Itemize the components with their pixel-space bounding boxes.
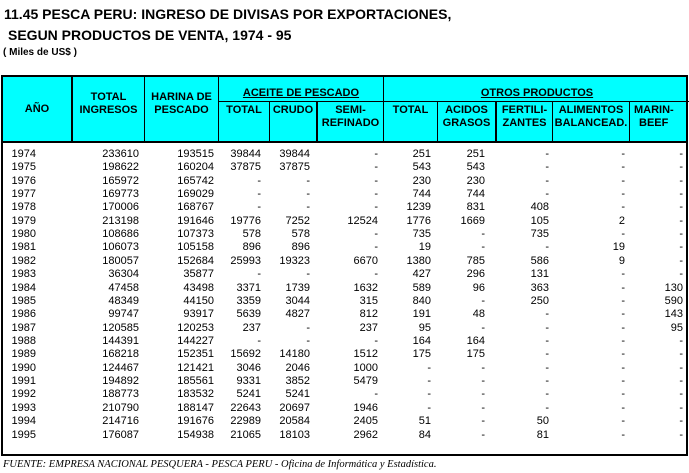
cell-anio: 1976 <box>11 174 36 187</box>
group-divider <box>218 101 689 102</box>
cell-aceite-semirefinado: 1000 <box>353 361 378 374</box>
cell-aceite-total: 25993 <box>230 254 261 267</box>
cell-aceite-total: 9331 <box>236 374 261 387</box>
cell-anio: 1981 <box>11 241 36 254</box>
cell-aceite-crudo: 3044 <box>285 294 310 307</box>
cell-alimentos-balanceados: 9 <box>618 254 625 267</box>
cell-aceite-semirefinado: - <box>374 188 378 201</box>
cell-marin-beef: - <box>679 188 683 201</box>
cell-fertilizantes: 363 <box>530 281 549 294</box>
cell-aceite-semirefinado: 1946 <box>353 401 378 414</box>
cell-harina-pescado: 193515 <box>177 148 214 160</box>
cell-anio: 1980 <box>11 228 36 241</box>
cell-aceite-crudo: 7252 <box>285 214 310 227</box>
cell-aceite-crudo: 896 <box>291 241 310 254</box>
table-row <box>3 348 686 361</box>
cell-aceite-total: 21065 <box>230 429 261 442</box>
cell-acidos-grasos: 175 <box>466 348 485 361</box>
cell-aceite-total: 37875 <box>230 161 261 174</box>
table-row <box>3 201 686 214</box>
header-aceite-crudo: CRUDO <box>272 104 314 116</box>
cell-fertilizantes: 105 <box>530 214 549 227</box>
table-row <box>3 268 686 281</box>
cell-alimentos-balanceados: - <box>621 201 625 214</box>
cell-marin-beef: 95 <box>670 321 683 334</box>
table-row <box>3 228 686 241</box>
cell-acidos-grasos: 164 <box>466 334 485 347</box>
cell-anio: 1977 <box>11 188 36 201</box>
cell-aceite-crudo: 39844 <box>279 148 310 160</box>
cell-aceite-total: 5241 <box>236 388 261 401</box>
cell-fertilizantes: - <box>545 361 549 374</box>
cell-alimentos-balanceados: - <box>621 268 625 281</box>
cell-total-ingresos: 233610 <box>102 148 139 160</box>
cell-anio: 1989 <box>11 348 36 361</box>
cell-aceite-crudo: 20584 <box>279 415 310 427</box>
cell-otros-total: 589 <box>412 281 431 294</box>
cell-aceite-crudo: 19323 <box>279 254 310 267</box>
cell-otros-total: 744 <box>412 188 431 201</box>
cell-marin-beef: - <box>679 201 683 214</box>
cell-anio: 1983 <box>11 268 36 281</box>
cell-total-ingresos: 170006 <box>102 201 139 214</box>
cell-aceite-total: 896 <box>242 241 261 254</box>
cell-fertilizantes: - <box>545 348 549 361</box>
cell-total-ingresos: 214716 <box>102 415 139 427</box>
cell-total-ingresos: 124467 <box>102 361 139 374</box>
cell-total-ingresos: 120585 <box>102 321 139 334</box>
cell-otros-total: 51 <box>418 415 431 427</box>
cell-marin-beef: - <box>679 388 683 401</box>
cell-marin-beef: 130 <box>664 281 683 294</box>
cell-total-ingresos: 99747 <box>108 308 139 321</box>
cell-harina-pescado: 43498 <box>183 281 214 294</box>
cell-otros-total: 251 <box>412 148 431 160</box>
cell-anio: 1995 <box>11 429 36 442</box>
cell-otros-total: 1380 <box>406 254 431 267</box>
cell-aceite-crudo: 37875 <box>279 161 310 174</box>
cell-anio: 1992 <box>11 388 36 401</box>
cell-otros-total: 95 <box>418 321 431 334</box>
cell-aceite-semirefinado: 237 <box>359 321 378 334</box>
cell-aceite-crudo: 14180 <box>279 348 310 361</box>
cell-alimentos-balanceados: - <box>621 361 625 374</box>
header-total-ingresos: TOTAL INGRESOS <box>79 91 138 116</box>
cell-fertilizantes: 81 <box>536 429 549 442</box>
cell-aceite-semirefinado: - <box>374 174 378 187</box>
cell-marin-beef: - <box>679 214 683 227</box>
cell-acidos-grasos: - <box>481 429 485 442</box>
cell-alimentos-balanceados: - <box>621 348 625 361</box>
cell-acidos-grasos: - <box>481 321 485 334</box>
cell-otros-total: 1239 <box>406 201 431 214</box>
cell-aceite-crudo: 3852 <box>285 374 310 387</box>
cell-acidos-grasos: 230 <box>466 174 485 187</box>
cell-fertilizantes: - <box>545 374 549 387</box>
cell-otros-total: 230 <box>412 174 431 187</box>
cell-aceite-crudo: - <box>306 334 310 347</box>
cell-alimentos-balanceados: - <box>621 321 625 334</box>
cell-marin-beef: - <box>679 254 683 267</box>
cell-acidos-grasos: - <box>481 388 485 401</box>
cell-anio: 1990 <box>11 361 36 374</box>
cell-aceite-total: 39844 <box>230 148 261 160</box>
cell-aceite-crudo: - <box>306 188 310 201</box>
cell-aceite-total: 3371 <box>236 281 261 294</box>
cell-aceite-semirefinado: - <box>374 161 378 174</box>
cell-fertilizantes: - <box>545 174 549 187</box>
header-aceite-semirefinado: SEMI- REFINADO <box>321 104 380 129</box>
cell-otros-total: 840 <box>412 294 431 307</box>
cell-anio: 1975 <box>11 161 36 174</box>
cell-harina-pescado: 191676 <box>177 415 214 427</box>
cell-total-ingresos: 176087 <box>102 429 139 442</box>
cell-aceite-total: - <box>257 334 261 347</box>
cell-anio: 1991 <box>11 374 36 387</box>
cell-aceite-total: 237 <box>242 321 261 334</box>
cell-marin-beef: - <box>679 268 683 281</box>
cell-marin-beef: 143 <box>664 308 683 321</box>
cell-aceite-semirefinado: 2405 <box>353 415 378 427</box>
cell-acidos-grasos: - <box>481 415 485 427</box>
cell-total-ingresos: 165972 <box>102 174 139 187</box>
cell-harina-pescado: 152684 <box>177 254 214 267</box>
cell-harina-pescado: 120253 <box>177 321 214 334</box>
cell-alimentos-balanceados: - <box>621 281 625 294</box>
cell-anio: 1988 <box>11 334 36 347</box>
cell-anio: 1993 <box>11 401 36 414</box>
cell-marin-beef: - <box>679 374 683 387</box>
table-row <box>3 215 686 228</box>
cell-alimentos-balanceados: - <box>621 228 625 241</box>
cell-aceite-semirefinado: - <box>374 201 378 214</box>
header-alimentos-balanceados: ALIMENTOS BALANCEAD. <box>554 104 628 129</box>
cell-harina-pescado: 121421 <box>177 361 214 374</box>
cell-acidos-grasos: - <box>481 401 485 414</box>
table-subtitle: SEGUN PRODUCTOS DE VENTA, 1974 - 95 <box>8 27 292 43</box>
cell-acidos-grasos: 1669 <box>460 214 485 227</box>
cell-fertilizantes: - <box>545 334 549 347</box>
cell-acidos-grasos: 543 <box>466 161 485 174</box>
cell-aceite-total: 19776 <box>230 214 261 227</box>
cell-harina-pescado: 188147 <box>177 401 214 414</box>
cell-otros-total: - <box>427 374 431 387</box>
cell-aceite-total: 22643 <box>230 401 261 414</box>
cell-alimentos-balanceados: - <box>621 374 625 387</box>
table-row <box>3 388 686 401</box>
cell-anio: 1979 <box>11 214 36 227</box>
table-row <box>3 295 686 308</box>
cell-aceite-crudo: 1739 <box>285 281 310 294</box>
cell-alimentos-balanceados: - <box>621 188 625 201</box>
cell-fertilizantes: - <box>545 188 549 201</box>
cell-aceite-total: 5639 <box>236 308 261 321</box>
cell-alimentos-balanceados: - <box>621 388 625 401</box>
table-row <box>3 335 686 348</box>
cell-acidos-grasos: 744 <box>466 188 485 201</box>
cell-harina-pescado: 93917 <box>183 308 214 321</box>
cell-harina-pescado: 169029 <box>177 188 214 201</box>
cell-fertilizantes: - <box>545 148 549 160</box>
cell-acidos-grasos: - <box>481 294 485 307</box>
cell-otros-total: 543 <box>412 161 431 174</box>
cell-harina-pescado: 152351 <box>177 348 214 361</box>
cell-total-ingresos: 108686 <box>102 228 139 241</box>
cell-marin-beef: - <box>679 228 683 241</box>
cell-otros-total: - <box>427 361 431 374</box>
table-row <box>3 175 686 188</box>
cell-total-ingresos: 47458 <box>108 281 139 294</box>
cell-fertilizantes: 735 <box>530 228 549 241</box>
cell-alimentos-balanceados: - <box>621 308 625 321</box>
cell-acidos-grasos: - <box>481 241 485 254</box>
cell-anio: 1985 <box>11 294 36 307</box>
cell-aceite-total: 3046 <box>236 361 261 374</box>
cell-acidos-grasos: - <box>481 361 485 374</box>
cell-total-ingresos: 168218 <box>102 348 139 361</box>
cell-acidos-grasos: - <box>481 374 485 387</box>
cell-marin-beef: - <box>679 161 683 174</box>
cell-harina-pescado: 144227 <box>177 334 214 347</box>
cell-aceite-crudo: 4827 <box>285 308 310 321</box>
cell-aceite-semirefinado: - <box>374 334 378 347</box>
cell-fertilizantes: - <box>545 308 549 321</box>
cell-total-ingresos: 144391 <box>102 334 139 347</box>
header-fertilizantes: FERTILI- ZANTES <box>501 104 548 129</box>
cell-alimentos-balanceados: 19 <box>612 241 625 254</box>
cell-alimentos-balanceados: 2 <box>618 214 625 227</box>
cell-aceite-total: - <box>257 174 261 187</box>
cell-harina-pescado: 107373 <box>177 228 214 241</box>
cell-aceite-semirefinado: 2962 <box>353 429 378 442</box>
cell-aceite-total: 3359 <box>236 294 261 307</box>
cell-aceite-total: 15692 <box>230 348 261 361</box>
cell-total-ingresos: 213198 <box>102 214 139 227</box>
table-row <box>3 362 686 375</box>
cell-alimentos-balanceados: - <box>621 334 625 347</box>
cell-harina-pescado: 154938 <box>177 429 214 442</box>
cell-aceite-semirefinado: 6670 <box>353 254 378 267</box>
cell-harina-pescado: 160204 <box>177 161 214 174</box>
cell-total-ingresos: 194892 <box>102 374 139 387</box>
cell-total-ingresos: 180057 <box>102 254 139 267</box>
cell-harina-pescado: 105158 <box>177 241 214 254</box>
table-row <box>3 241 686 254</box>
cell-anio: 1986 <box>11 308 36 321</box>
table-row <box>3 282 686 295</box>
cell-total-ingresos: 169773 <box>102 188 139 201</box>
header-aceite-group: ACEITE DE PESCADO <box>242 87 360 99</box>
cell-aceite-semirefinado: 1632 <box>353 281 378 294</box>
cell-aceite-semirefinado: - <box>374 268 378 281</box>
cell-harina-pescado: 165742 <box>177 174 214 187</box>
table-row <box>3 308 686 321</box>
table-row <box>3 415 686 428</box>
table-title: 11.45 PESCA PERU: INGRESO DE DIVISAS POR EXPORTACIONES, <box>4 6 452 22</box>
table-row <box>3 255 686 268</box>
header-marin-beef: MARIN- BEEF <box>634 104 674 129</box>
cell-fertilizantes: 50 <box>536 415 549 427</box>
cell-marin-beef: - <box>679 148 683 160</box>
cell-aceite-total: 22989 <box>230 415 261 427</box>
cell-marin-beef: - <box>679 174 683 187</box>
cell-aceite-semirefinado: 12524 <box>347 214 378 227</box>
cell-total-ingresos: 106073 <box>102 241 139 254</box>
cell-alimentos-balanceados: - <box>621 429 625 442</box>
cell-otros-total: 164 <box>412 334 431 347</box>
cell-otros-total: - <box>427 388 431 401</box>
table-row <box>3 402 686 415</box>
cell-acidos-grasos: 831 <box>466 201 485 214</box>
cell-fertilizantes: 131 <box>530 268 549 281</box>
cell-anio: 1994 <box>11 415 36 427</box>
cell-aceite-semirefinado: - <box>374 148 378 160</box>
cell-otros-total: 427 <box>412 268 431 281</box>
cell-fertilizantes: - <box>545 388 549 401</box>
cell-marin-beef: - <box>679 348 683 361</box>
cell-total-ingresos: 188773 <box>102 388 139 401</box>
cell-anio: 1978 <box>11 201 36 214</box>
header-otros-group: OTROS PRODUCTOS <box>480 87 594 99</box>
table-row <box>3 322 686 335</box>
table-row <box>3 375 686 388</box>
cell-anio: 1982 <box>11 254 36 267</box>
cell-aceite-crudo: 18103 <box>279 429 310 442</box>
cell-acidos-grasos: 785 <box>466 254 485 267</box>
header-aceite-total: TOTAL <box>226 104 262 116</box>
cell-fertilizantes: 586 <box>530 254 549 267</box>
source-footnote: FUENTE: EMPRESA NACIONAL PESQUERA - PESCA PERU - Oficina de Informática y Estadística. <box>3 459 437 470</box>
table-row <box>3 429 686 442</box>
cell-aceite-total: 578 <box>242 228 261 241</box>
cell-otros-total: 1776 <box>406 214 431 227</box>
cell-alimentos-balanceados: - <box>621 174 625 187</box>
cell-acidos-grasos: - <box>481 228 485 241</box>
cell-harina-pescado: 191646 <box>177 214 214 227</box>
header-otros-total: TOTAL <box>392 104 429 116</box>
cell-marin-beef: - <box>679 361 683 374</box>
cell-alimentos-balanceados: - <box>621 415 625 427</box>
header-acidos-grasos: ACIDOS GRASOS <box>442 104 491 129</box>
table-row <box>3 161 686 174</box>
table-row <box>3 148 686 161</box>
cell-aceite-crudo: 20697 <box>279 401 310 414</box>
cell-fertilizantes: - <box>545 321 549 334</box>
table-header <box>1 75 688 143</box>
cell-harina-pescado: 35877 <box>183 268 214 281</box>
cell-aceite-semirefinado: 315 <box>359 294 378 307</box>
cell-aceite-crudo: - <box>306 321 310 334</box>
cell-alimentos-balanceados: - <box>621 161 625 174</box>
cell-anio: 1984 <box>11 281 36 294</box>
cell-aceite-semirefinado: 5479 <box>353 374 378 387</box>
cell-marin-beef: 590 <box>664 294 683 307</box>
cell-otros-total: 191 <box>412 308 431 321</box>
cell-aceite-semirefinado: - <box>374 228 378 241</box>
table-body <box>1 143 688 456</box>
cell-alimentos-balanceados: - <box>621 401 625 414</box>
cell-aceite-crudo: 2046 <box>285 361 310 374</box>
cell-aceite-crudo: - <box>306 201 310 214</box>
cell-harina-pescado: 185561 <box>177 374 214 387</box>
cell-alimentos-balanceados: - <box>621 148 625 160</box>
cell-marin-beef: - <box>679 401 683 414</box>
cell-acidos-grasos: 96 <box>472 281 485 294</box>
cell-harina-pescado: 183532 <box>177 388 214 401</box>
cell-aceite-total: - <box>257 188 261 201</box>
cell-fertilizantes: - <box>545 161 549 174</box>
cell-total-ingresos: 36304 <box>108 268 139 281</box>
cell-aceite-crudo: - <box>306 174 310 187</box>
cell-total-ingresos: 210790 <box>102 401 139 414</box>
header-anio: AÑO <box>24 103 50 115</box>
cell-fertilizantes: 408 <box>530 201 549 214</box>
cell-aceite-crudo: - <box>306 268 310 281</box>
cell-otros-total: - <box>427 401 431 414</box>
cell-fertilizantes: 250 <box>530 294 549 307</box>
cell-aceite-semirefinado: 812 <box>359 308 378 321</box>
cell-total-ingresos: 48349 <box>108 294 139 307</box>
cell-aceite-crudo: 5241 <box>285 388 310 401</box>
cell-acidos-grasos: 296 <box>466 268 485 281</box>
header-harina-pescado: HARINA DE PESCADO <box>151 91 212 116</box>
cell-anio: 1974 <box>11 148 36 160</box>
cell-otros-total: 735 <box>412 228 431 241</box>
cell-fertilizantes: - <box>545 401 549 414</box>
cell-acidos-grasos: 251 <box>466 148 485 160</box>
units-label: ( Miles de US$ ) <box>3 47 77 58</box>
cell-aceite-crudo: 578 <box>291 228 310 241</box>
cell-marin-beef: - <box>679 241 683 254</box>
cell-alimentos-balanceados: - <box>621 294 625 307</box>
cell-marin-beef: - <box>679 415 683 427</box>
cell-marin-beef: - <box>679 334 683 347</box>
cell-total-ingresos: 198622 <box>102 161 139 174</box>
cell-harina-pescado: 44150 <box>183 294 214 307</box>
cell-aceite-semirefinado: 1512 <box>353 348 378 361</box>
cell-acidos-grasos: 48 <box>472 308 485 321</box>
cell-marin-beef: - <box>679 429 683 442</box>
cell-aceite-total: - <box>257 201 261 214</box>
cell-otros-total: 84 <box>418 429 431 442</box>
cell-otros-total: 19 <box>418 241 431 254</box>
cell-aceite-semirefinado: - <box>374 241 378 254</box>
cell-aceite-total: - <box>257 268 261 281</box>
cell-fertilizantes: - <box>545 241 549 254</box>
cell-harina-pescado: 168767 <box>177 201 214 214</box>
cell-otros-total: 175 <box>412 348 431 361</box>
cell-aceite-semirefinado: - <box>374 388 378 401</box>
table-row <box>3 188 686 201</box>
cell-anio: 1987 <box>11 321 36 334</box>
